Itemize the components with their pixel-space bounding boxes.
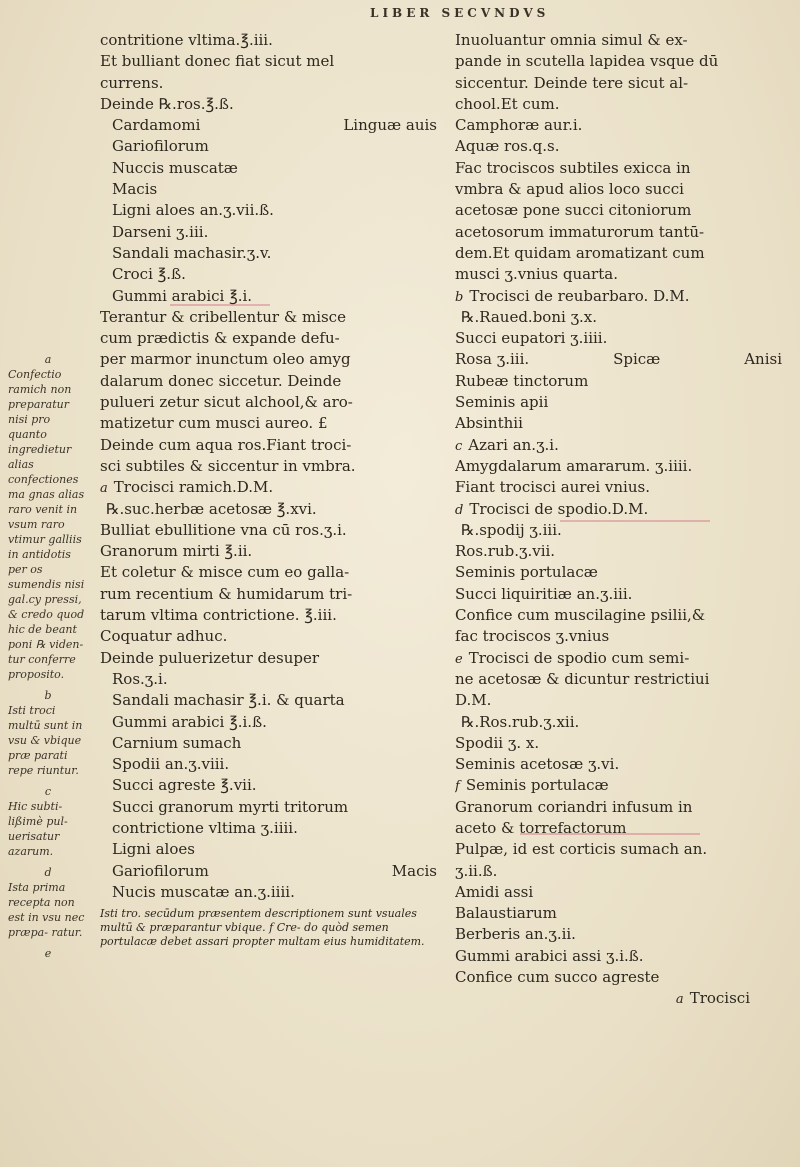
line-text: Gariofilorum — [112, 137, 209, 156]
line-text: ℞.spodij ʒ.iii. — [461, 520, 562, 539]
text-line — [455, 626, 790, 647]
line-text: Ros.ʒ.i. — [112, 669, 168, 688]
text-segment: Cardamomi — [112, 116, 201, 135]
text-line — [455, 797, 790, 818]
text-line — [455, 733, 790, 754]
section-marker: b — [455, 289, 464, 305]
text-line — [455, 712, 790, 733]
text-line — [455, 222, 790, 243]
text-line — [455, 775, 790, 796]
line-text: vmbra & apud alios loco succi — [455, 180, 684, 199]
line-text: cum prædictis & expande defu- — [100, 329, 340, 348]
text-line — [455, 477, 790, 498]
text-line — [100, 435, 445, 456]
text-line — [455, 520, 790, 541]
text-segment: Spicæ — [613, 350, 661, 369]
text-line — [100, 818, 445, 839]
line-text: Seminis portulacæ — [455, 563, 598, 582]
text-line — [100, 286, 445, 307]
line-text: contrictione vltima ʒ.iiii. — [112, 818, 298, 837]
line-text: matizetur cum musci aureo. £ — [100, 414, 328, 433]
line-text: Deinde puluerizetur desuper — [100, 648, 320, 667]
text-line — [455, 839, 790, 860]
line-text: acetosæ pone succi citoniorum — [455, 201, 692, 220]
margin-note-marker: c — [44, 785, 52, 798]
text-line — [100, 541, 445, 562]
text-line — [455, 179, 790, 200]
footnote: Isti tro. secūdum præsentem descriptionem sunt vsuales multū & præparantur vbique. f Cre- do quòd semen portulacæ debet assari propter multam eius humiditatem. — [100, 907, 425, 949]
text-line — [100, 30, 445, 51]
margin-note: Hic subti- lißimè pul- uerisatur azarum. — [8, 800, 68, 858]
line-text: Azari an.ʒ.i. — [468, 435, 559, 454]
margin-note-marker: a — [44, 353, 52, 366]
text-line — [455, 648, 790, 669]
line-text: D.M. — [455, 691, 492, 710]
text-line — [100, 584, 445, 605]
text-line — [455, 456, 790, 477]
red-bleed-mark — [560, 520, 710, 522]
line-text: fac trociscos ʒ.vnius — [455, 627, 610, 646]
text-line — [455, 499, 790, 520]
text-line — [100, 520, 445, 541]
text-line — [455, 669, 790, 690]
red-bleed-mark — [520, 833, 700, 835]
text-line — [455, 30, 790, 51]
text-line — [455, 967, 790, 988]
line-text: Succi liquiritiæ an.ʒ.iii. — [455, 584, 633, 603]
text-line — [455, 328, 790, 349]
text-line — [100, 797, 445, 818]
margin-note-marker: e — [44, 947, 52, 960]
line-text: chool.Et cum. — [455, 94, 560, 113]
section-marker: c — [455, 438, 463, 454]
text-line — [455, 882, 790, 903]
text-line — [455, 562, 790, 583]
line-text: Nucis muscatæ an.ʒ.iiii. — [112, 882, 295, 901]
line-text: Seminis portulacæ — [465, 776, 609, 795]
text-line — [455, 924, 790, 945]
line-text: musci ʒ.vnius quarta. — [455, 265, 618, 284]
text-line — [455, 286, 790, 307]
line-text: Camphoræ aur.i. — [455, 116, 583, 135]
line-text: Fiant trocisci aurei vnius. — [455, 478, 650, 497]
line-text: rum recentium & humidarum tri- — [100, 584, 353, 603]
line-text: Croci ℥.ß. — [112, 265, 186, 284]
line-text: Coquatur adhuc. — [100, 627, 228, 646]
line-text: Succi agreste ℥.vii. — [112, 776, 257, 795]
line-text: Granorum coriandri infusum in — [455, 797, 693, 816]
text-line — [455, 73, 790, 94]
line-text: Gummi arabici assi ʒ.i.ß. — [455, 946, 644, 965]
line-text: Ligni aloes an.ʒ.vii.ß. — [112, 201, 274, 220]
line-text: Seminis apii — [455, 393, 549, 412]
text-line — [100, 477, 445, 498]
line-text: Trocisci ramich.D.M. — [113, 478, 274, 497]
line-text: Ros.rub.ʒ.vii. — [455, 542, 556, 561]
text-line — [455, 371, 790, 392]
text-line — [100, 861, 445, 882]
text-line — [455, 264, 790, 285]
line-text: Et bulliant donec fiat sicut mel — [100, 52, 335, 71]
line-text: pulueri zetur sicut alchool,& aro- — [100, 393, 353, 412]
line-text: Trocisci — [689, 989, 750, 1008]
text-line — [100, 371, 445, 392]
text-line — [100, 94, 445, 115]
text-line — [455, 158, 790, 179]
line-text: Confice cum muscilagine psilii,& — [455, 606, 706, 625]
text-line — [455, 818, 790, 839]
text-line — [100, 626, 445, 647]
text-segment: Anisi — [744, 350, 782, 369]
text-line — [455, 754, 790, 775]
text-line — [100, 243, 445, 264]
line-text: dalarum donec siccetur. Deinde — [100, 371, 342, 390]
line-text: Carnium sumach — [112, 733, 242, 752]
line-text: ℞.Raued.boni ʒ.x. — [461, 307, 598, 326]
section-marker: a — [100, 481, 108, 497]
line-text: Pulpæ, id est corticis sumach an. — [455, 840, 708, 859]
line-text: Deinde ℞.ros.℥.ß. — [100, 94, 234, 113]
line-text: currens. — [100, 73, 164, 92]
text-line — [100, 413, 445, 434]
text-line — [100, 456, 445, 477]
text-segment: Macis — [391, 861, 437, 880]
line-text: Aquæ ros.q.s. — [455, 137, 560, 156]
text-line — [455, 435, 790, 456]
section-marker: f — [455, 779, 460, 795]
text-line — [100, 179, 445, 200]
text-line — [455, 243, 790, 264]
section-marker: a — [675, 992, 684, 1008]
text-line — [100, 733, 445, 754]
text-line — [100, 839, 445, 860]
section-marker: e — [455, 651, 463, 667]
text-line — [455, 605, 790, 626]
text-line — [100, 136, 445, 157]
text-line — [455, 946, 790, 967]
line-text: sci subtiles & siccentur in vmbra. — [100, 456, 356, 475]
text-line — [455, 136, 790, 157]
text-line — [455, 413, 790, 434]
text-line — [100, 222, 445, 243]
line-text: ℞.suc.herbæ acetosæ ℥.xvi. — [106, 499, 317, 518]
margin-note: Confectio ramich non preparatur nisi pro quanto ingredietur alias confectiones ma gnas alias raro venit in vsum raro vtimur galliis in antidotis per os sumendis nisi gal.cy pressi, & credo quod hic de beant poni ℞ viden- tur conferre proposito. — [8, 368, 85, 681]
line-text: ne acetosæ & dicuntur restrictiui — [455, 669, 710, 688]
line-text: Spodii an.ʒ.viii. — [112, 755, 230, 774]
line-text: Granorum mirti ℥.ii. — [100, 542, 253, 561]
line-text: Succi granorum myrti tritorum — [112, 797, 349, 816]
line-text: Gummi arabici ℥.i.ß. — [112, 712, 267, 731]
margin-note-marker: b — [44, 689, 52, 702]
text-line — [455, 51, 790, 72]
line-text: Ligni aloes — [112, 840, 195, 859]
line-text: Spodii ʒ. x. — [455, 733, 540, 752]
line-text: Trocisci de reubarbaro. D.M. — [469, 286, 690, 305]
line-text: pande in scutella lapidea vsque dū — [455, 52, 719, 71]
text-line — [455, 307, 790, 328]
text-line — [100, 712, 445, 733]
line-text: Rubeæ tinctorum — [455, 371, 589, 390]
line-text: ℞.Ros.rub.ʒ.xii. — [461, 712, 580, 731]
line-text: tarum vltima contrictione. ℥.iii. — [100, 606, 337, 625]
text-line — [100, 307, 445, 328]
left-column — [100, 30, 445, 949]
text-line — [100, 690, 445, 711]
line-text: per marmor inunctum oleo amyg — [100, 350, 351, 369]
line-text: Trocisci de spodio cum semi- — [468, 648, 690, 667]
text-segment: Rosa ʒ.iii. — [455, 350, 530, 369]
text-line — [100, 605, 445, 626]
line-text: Macis — [112, 180, 158, 199]
margin-note: Ista prima recepta non est in vsu nec præpa- ratur. — [8, 881, 85, 939]
margin-note: Isti troci multū sunt in vsu & vbique præ parati repe riuntur. — [8, 704, 83, 777]
text-line — [100, 200, 445, 221]
text-line — [100, 754, 445, 775]
text-line — [100, 648, 445, 669]
text-line — [100, 115, 445, 136]
text-line — [100, 392, 445, 413]
line-text: Seminis acetosæ ʒ.vi. — [455, 755, 620, 774]
section-marker: d — [455, 502, 464, 518]
line-text: dem.Et quidam aromatizant cum — [455, 243, 705, 262]
text-line — [100, 669, 445, 690]
line-text: Inuoluantur omnia simul & ex- — [455, 31, 688, 49]
line-text: Gummi arabici ℥.i. — [112, 286, 253, 305]
text-line — [455, 861, 790, 882]
text-segment: Linguæ auis — [343, 116, 437, 135]
text-line — [100, 264, 445, 285]
line-text: Et coletur & misce cum eo galla- — [100, 563, 350, 582]
line-text: Deinde cum aqua ros.Fiant troci- — [100, 435, 352, 454]
line-text: Amygdalarum amararum. ʒ.iiii. — [455, 456, 693, 475]
text-line — [455, 541, 790, 562]
line-text: Succi eupatori ʒ.iiii. — [455, 329, 608, 348]
text-line — [455, 200, 790, 221]
line-text: Nuccis muscatæ — [112, 158, 238, 177]
margin-note-marker: d — [44, 866, 52, 879]
line-text: Sandali machasir ℥.i. & quarta — [112, 691, 345, 710]
line-text: Terantur & cribellentur & misce — [100, 307, 346, 326]
line-text: ʒ.ii.ß. — [455, 861, 498, 880]
line-text: contritione vltima.℥.iii. — [100, 31, 273, 49]
line-text: Berberis an.ʒ.ii. — [455, 925, 576, 944]
line-text: aceto & torrefactorum — [455, 818, 627, 837]
line-text: Fac trociscos subtiles exicca in — [455, 158, 691, 177]
text-line — [100, 882, 445, 903]
text-segment: Gariofilorum — [112, 861, 209, 880]
line-text: Absinthii — [455, 414, 523, 433]
line-text: Darseni ʒ.iii. — [112, 222, 209, 241]
text-line — [455, 94, 790, 115]
text-line — [100, 562, 445, 583]
text-line — [455, 988, 790, 1009]
text-line — [100, 775, 445, 796]
text-line — [100, 73, 445, 94]
line-text: acetosorum immaturorum tantū- — [455, 222, 705, 241]
line-text: Balaustiarum — [455, 904, 557, 923]
text-line — [455, 392, 790, 413]
line-text: Confice cum succo agreste — [455, 968, 660, 987]
text-line — [455, 584, 790, 605]
text-line — [455, 690, 790, 711]
line-text: siccentur. Deinde tere sicut al- — [455, 73, 689, 92]
text-line — [100, 158, 445, 179]
text-line — [100, 499, 445, 520]
line-text: Bulliat ebullitione vna cū ros.ʒ.i. — [100, 520, 347, 539]
running-header: LIBER SECVNDVS — [370, 6, 550, 20]
text-line — [455, 349, 790, 370]
text-line — [100, 328, 445, 349]
line-text: Sandali machasir.ʒ.v. — [112, 243, 272, 262]
text-line — [100, 349, 445, 370]
margin-notes — [8, 350, 88, 961]
red-bleed-mark — [170, 304, 270, 306]
line-text: Trocisci de spodio.D.M. — [469, 499, 649, 518]
text-line — [100, 51, 445, 72]
text-line — [455, 115, 790, 136]
text-line — [455, 903, 790, 924]
line-text: Amidi assi — [455, 882, 534, 901]
